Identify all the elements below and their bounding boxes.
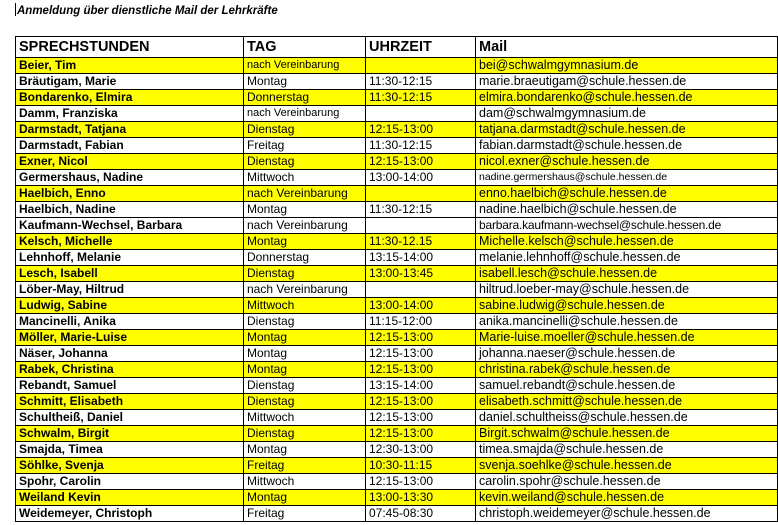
- table-row: [16, 282, 778, 298]
- heading-text: Anmeldung über dienstliche Mail der Lehrkräfte: [17, 5, 278, 17]
- day-cell: nach Vereinbarung: [244, 106, 366, 122]
- table-row: [16, 346, 778, 362]
- table-row: [16, 314, 778, 330]
- table-row: [16, 154, 778, 170]
- document-heading: [15, 3, 278, 17]
- table-row: [16, 394, 778, 410]
- day-cell: Montag: [244, 442, 366, 458]
- email-cell: daniel.schultheiss@schule.hessen.de: [476, 410, 778, 426]
- teacher-name-cell: Weiland Kevin: [16, 490, 244, 506]
- time-cell: 12:15-13:00: [366, 474, 476, 490]
- teacher-name-cell: Mancinelli, Anika: [16, 314, 244, 330]
- office-hours-table: [15, 36, 778, 522]
- email-cell: samuel.rebandt@schule.hessen.de: [476, 378, 778, 394]
- email-cell: tatjana.darmstadt@schule.hessen.de: [476, 122, 778, 138]
- email-cell: barbara.kaufmann-wechsel@schule.hessen.de: [476, 218, 778, 234]
- teacher-name-cell: Kaufmann-Wechsel, Barbara: [16, 218, 244, 234]
- teacher-name-cell: Darmstadt, Fabian: [16, 138, 244, 154]
- teacher-name-cell: Rebandt, Samuel: [16, 378, 244, 394]
- time-cell: [366, 218, 476, 234]
- teacher-name-cell: Weidemeyer, Christoph: [16, 506, 244, 522]
- table-header-row: [16, 37, 778, 58]
- day-cell: nach Vereinbarung: [244, 218, 366, 234]
- table-row: [16, 298, 778, 314]
- table-row: [16, 74, 778, 90]
- email-cell: sabine.ludwig@schule.hessen.de: [476, 298, 778, 314]
- time-cell: [366, 58, 476, 74]
- time-cell: 13:00-13:45: [366, 266, 476, 282]
- email-cell: Birgit.schwalm@schule.hessen.de: [476, 426, 778, 442]
- time-cell: 12:30-13:00: [366, 442, 476, 458]
- email-cell: kevin.weiland@schule.hessen.de: [476, 490, 778, 506]
- email-cell: hiltrud.loeber-may@schule.hessen.de: [476, 282, 778, 298]
- time-cell: 13:00-13:30: [366, 490, 476, 506]
- time-cell: 13:15-14:00: [366, 250, 476, 266]
- day-cell: Dienstag: [244, 266, 366, 282]
- email-cell: bei@schwalmgymnasium.de: [476, 58, 778, 74]
- teacher-name-cell: Schmitt, Elisabeth: [16, 394, 244, 410]
- table-row: [16, 58, 778, 74]
- table-row: [16, 186, 778, 202]
- time-cell: 11:30-12:15: [366, 138, 476, 154]
- table-row: [16, 410, 778, 426]
- time-cell: 13:15-14:00: [366, 378, 476, 394]
- day-cell: Mittwoch: [244, 410, 366, 426]
- time-cell: 12:15-13:00: [366, 122, 476, 138]
- day-cell: Montag: [244, 362, 366, 378]
- email-cell: christina.rabek@schule.hessen.de: [476, 362, 778, 378]
- teacher-name-cell: Beier, Tim: [16, 58, 244, 74]
- table-row: [16, 426, 778, 442]
- day-cell: Dienstag: [244, 122, 366, 138]
- time-cell: 12:15-13:00: [366, 362, 476, 378]
- email-cell: nicol.exner@schule.hessen.de: [476, 154, 778, 170]
- day-cell: Montag: [244, 346, 366, 362]
- teacher-name-cell: Näser, Johanna: [16, 346, 244, 362]
- email-cell: johanna.naeser@schule.hessen.de: [476, 346, 778, 362]
- table-row: [16, 442, 778, 458]
- teacher-name-cell: Lesch, Isabell: [16, 266, 244, 282]
- table-row: [16, 378, 778, 394]
- time-cell: 11:30-12.15: [366, 234, 476, 250]
- table-row: [16, 474, 778, 490]
- email-cell: melanie.lehnhoff@schule.hessen.de: [476, 250, 778, 266]
- header-tag: TAG: [244, 37, 366, 58]
- teacher-name-cell: Bräutigam, Marie: [16, 74, 244, 90]
- table-row: [16, 122, 778, 138]
- email-cell: timea.smajda@schule.hessen.de: [476, 442, 778, 458]
- teacher-name-cell: Germershaus, Nadine: [16, 170, 244, 186]
- time-cell: 11:15-12:00: [366, 314, 476, 330]
- table-row: [16, 490, 778, 506]
- email-cell: nadine.haelbich@schule.hessen.de: [476, 202, 778, 218]
- time-cell: [366, 282, 476, 298]
- table-row: [16, 362, 778, 378]
- day-cell: nach Vereinbarung: [244, 186, 366, 202]
- teacher-name-cell: Smajda, Timea: [16, 442, 244, 458]
- time-cell: 10:30-11:15: [366, 458, 476, 474]
- table-row: [16, 138, 778, 154]
- table-row: [16, 218, 778, 234]
- day-cell: Dienstag: [244, 426, 366, 442]
- day-cell: Montag: [244, 234, 366, 250]
- teacher-name-cell: Kelsch, Michelle: [16, 234, 244, 250]
- header-uhrzeit: UHRZEIT: [366, 37, 476, 58]
- time-cell: 12:15-13:00: [366, 346, 476, 362]
- teacher-name-cell: Spohr, Carolin: [16, 474, 244, 490]
- email-cell: Marie-luise.moeller@schule.hessen.de: [476, 330, 778, 346]
- time-cell: 12:15-13:00: [366, 410, 476, 426]
- teacher-name-cell: Schwalm, Birgit: [16, 426, 244, 442]
- time-cell: 12:15-13:00: [366, 426, 476, 442]
- email-cell: elmira.bondarenko@schule.hessen.de: [476, 90, 778, 106]
- time-cell: 12:15-13:00: [366, 154, 476, 170]
- day-cell: Mittwoch: [244, 170, 366, 186]
- header-mail: Mail: [476, 37, 778, 58]
- day-cell: nach Vereinbarung: [244, 282, 366, 298]
- table-body: [16, 58, 778, 522]
- email-cell: marie.braeutigam@schule.hessen.de: [476, 74, 778, 90]
- day-cell: Donnerstag: [244, 250, 366, 266]
- time-cell: 13:00-14:00: [366, 298, 476, 314]
- table-row: [16, 90, 778, 106]
- table-row: [16, 506, 778, 522]
- header-sprechstunden: SPRECHSTUNDEN: [16, 37, 244, 58]
- day-cell: Mittwoch: [244, 298, 366, 314]
- teacher-name-cell: Ludwig, Sabine: [16, 298, 244, 314]
- teacher-name-cell: Söhlke, Svenja: [16, 458, 244, 474]
- time-cell: [366, 186, 476, 202]
- day-cell: Montag: [244, 490, 366, 506]
- time-cell: 07:45-08:30: [366, 506, 476, 522]
- time-cell: 12:15-13:00: [366, 394, 476, 410]
- time-cell: 12:15-13:00: [366, 330, 476, 346]
- time-cell: 11:30-12:15: [366, 74, 476, 90]
- teacher-name-cell: Darmstadt, Tatjana: [16, 122, 244, 138]
- day-cell: Dienstag: [244, 154, 366, 170]
- day-cell: Dienstag: [244, 314, 366, 330]
- email-cell: isabell.lesch@schule.hessen.de: [476, 266, 778, 282]
- email-cell: elisabeth.schmitt@schule.hessen.de: [476, 394, 778, 410]
- day-cell: Mittwoch: [244, 474, 366, 490]
- table-row: [16, 330, 778, 346]
- time-cell: 11:30-12:15: [366, 202, 476, 218]
- email-cell: nadine.germershaus@schule.hessen.de: [476, 170, 778, 186]
- table-row: [16, 202, 778, 218]
- teacher-name-cell: Bondarenko, Elmira: [16, 90, 244, 106]
- day-cell: Dienstag: [244, 378, 366, 394]
- table-row: [16, 170, 778, 186]
- teacher-name-cell: Damm, Franziska: [16, 106, 244, 122]
- teacher-name-cell: Löber-May, Hiltrud: [16, 282, 244, 298]
- teacher-name-cell: Haelbich, Enno: [16, 186, 244, 202]
- day-cell: Freitag: [244, 138, 366, 154]
- day-cell: Montag: [244, 330, 366, 346]
- table-row: [16, 106, 778, 122]
- teacher-name-cell: Exner, Nicol: [16, 154, 244, 170]
- email-cell: Michelle.kelsch@schule.hessen.de: [476, 234, 778, 250]
- teacher-name-cell: Lehnhoff, Melanie: [16, 250, 244, 266]
- email-cell: svenja.soehlke@schule.hessen.de: [476, 458, 778, 474]
- email-cell: christoph.weidemeyer@schule.hessen.de: [476, 506, 778, 522]
- teacher-name-cell: Haelbich, Nadine: [16, 202, 244, 218]
- day-cell: nach Vereinbarung: [244, 58, 366, 74]
- email-cell: carolin.spohr@schule.hessen.de: [476, 474, 778, 490]
- table-row: [16, 250, 778, 266]
- time-cell: [366, 106, 476, 122]
- table-row: [16, 234, 778, 250]
- table-row: [16, 266, 778, 282]
- email-cell: enno.haelbich@schule.hessen.de: [476, 186, 778, 202]
- teacher-name-cell: Möller, Marie-Luise: [16, 330, 244, 346]
- time-cell: 13:00-14:00: [366, 170, 476, 186]
- teacher-name-cell: Rabek, Christina: [16, 362, 244, 378]
- day-cell: Donnerstag: [244, 90, 366, 106]
- day-cell: Montag: [244, 202, 366, 218]
- time-cell: 11:30-12:15: [366, 90, 476, 106]
- email-cell: anika.mancinelli@schule.hessen.de: [476, 314, 778, 330]
- teacher-name-cell: Schultheiß, Daniel: [16, 410, 244, 426]
- day-cell: Freitag: [244, 458, 366, 474]
- text-cursor: [15, 3, 16, 16]
- day-cell: Montag: [244, 74, 366, 90]
- email-cell: dam@schwalmgymnasium.de: [476, 106, 778, 122]
- day-cell: Dienstag: [244, 394, 366, 410]
- table-row: [16, 458, 778, 474]
- email-cell: fabian.darmstadt@schule.hessen.de: [476, 138, 778, 154]
- day-cell: Freitag: [244, 506, 366, 522]
